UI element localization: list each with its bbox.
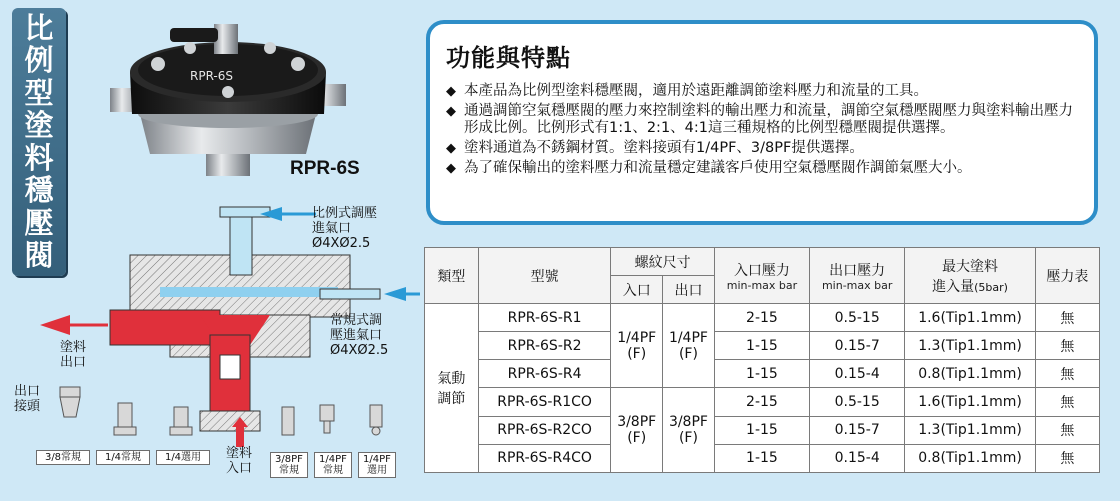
in-pressure-cell: 2-15 <box>714 304 809 332</box>
flow-cell: 1.6(Tip1.1mm) <box>905 388 1035 416</box>
title-char: 比 <box>24 10 54 45</box>
thread-in-cell: 1/4PF (F) <box>611 304 663 388</box>
header-out-pressure: 出口壓力 min-max bar <box>810 248 905 304</box>
in-pressure-cell: 1-15 <box>714 444 809 472</box>
out-pressure-cell: 0.15-7 <box>810 416 905 444</box>
thread-in-cell: 3/8PF (F) <box>611 388 663 473</box>
spec-table <box>424 247 1100 473</box>
thread-out-cell: 3/8PF (F) <box>663 388 715 473</box>
model-cell: RPR-6S-R4CO <box>478 444 611 472</box>
flow-cell: 1.3(Tip1.1mm) <box>905 332 1035 360</box>
features-title: 功能與特點 <box>446 44 571 72</box>
out-pressure-cell: 0.15-4 <box>810 444 905 472</box>
gauge-cell: 無 <box>1035 332 1099 360</box>
header-type: 類型 <box>425 248 479 304</box>
flow-cell: 1.6(Tip1.1mm) <box>905 304 1035 332</box>
gauge-cell: 無 <box>1035 416 1099 444</box>
in-pressure-cell: 2-15 <box>714 388 809 416</box>
header-model: 型號 <box>478 248 611 304</box>
fitting-label: 1/4選用 <box>156 450 210 465</box>
title-char: 塗 <box>24 108 54 143</box>
header-in-pressure: 入口壓力 min-max bar <box>714 248 809 304</box>
in-pressure-cell: 1-15 <box>714 416 809 444</box>
fitting-label: 3/8常規 <box>36 450 90 465</box>
type-cell: 氣動 調節 <box>425 304 479 473</box>
feature-item: ◆ 本產品為比例型塗料穩壓閥，適用於遠距離調節塗料壓力和流量的工具。 <box>446 83 1078 100</box>
header-max-inflow: 最大塗料 進入量(5bar) <box>905 248 1035 304</box>
gauge-cell: 無 <box>1035 444 1099 472</box>
in-pressure-cell: 1-15 <box>714 332 809 360</box>
model-cell: RPR-6S-R2 <box>478 332 611 360</box>
outlet-fitting-label: 出口 接頭 <box>14 384 41 414</box>
features-list <box>446 83 1078 177</box>
model-cell: RPR-6S-R1 <box>478 304 611 332</box>
feature-item: ◆ 塗料通道為不銹鋼材質。塗料接頭有1/4PF、3/8PF提供選擇。 <box>446 140 1078 157</box>
header-thread-out: 出口 <box>663 276 715 304</box>
flow-cell: 0.8(Tip1.1mm) <box>905 360 1035 388</box>
in-pressure-cell: 1-15 <box>714 360 809 388</box>
paint-inlet-label: 塗料 入口 <box>226 446 253 476</box>
thread-out-cell: 1/4PF (F) <box>663 304 715 388</box>
inlet-fitting-label: 1/4PF 選用 <box>358 452 396 478</box>
out-pressure-cell: 0.15-4 <box>810 360 905 388</box>
paint-outlet-label: 塗料 出口 <box>60 340 87 370</box>
header-thread-in: 入口 <box>611 276 663 304</box>
title-char: 閥 <box>24 238 54 273</box>
model-cell: RPR-6S-R2CO <box>478 416 611 444</box>
features-box <box>426 20 1098 225</box>
inlet-fitting-label: 3/8PF 常規 <box>270 452 308 478</box>
title-char: 壓 <box>24 205 54 240</box>
model-cell: RPR-6S-R1CO <box>478 388 611 416</box>
out-pressure-cell: 0.5-15 <box>810 388 905 416</box>
model-label: RPR-6S <box>290 158 360 179</box>
feature-item: ◆ 為了確保輸出的塗料壓力和流量穩定建議客戶使用空氣穩壓閥作調節氣壓大小。 <box>446 160 1078 177</box>
flow-cell: 1.3(Tip1.1mm) <box>905 416 1035 444</box>
out-pressure-cell: 0.15-7 <box>810 332 905 360</box>
inlet-fitting-label: 1/4PF 常規 <box>314 452 352 478</box>
title-char: 型 <box>24 75 54 110</box>
title-char: 料 <box>24 140 54 175</box>
fitting-label: 1/4常規 <box>96 450 150 465</box>
title-char: 穩 <box>24 173 54 208</box>
proportional-inlet-label: 比例式調壓 進氣口 Ø4XØ2.5 <box>312 206 378 251</box>
gauge-cell: 無 <box>1035 304 1099 332</box>
model-cell: RPR-6S-R4 <box>478 360 611 388</box>
regular-inlet-label: 常規式調 壓進氣口 Ø4XØ2.5 <box>330 313 389 358</box>
title-char: 例 <box>24 43 54 78</box>
gauge-cell: 無 <box>1035 360 1099 388</box>
gauge-cell: 無 <box>1035 388 1099 416</box>
flow-cell: 0.8(Tip1.1mm) <box>905 444 1035 472</box>
feature-item: ◆ 通過調節空氣穩壓閥的壓力來控制塗料的輸出壓力和流量，調節空氣穩壓閥壓力與塗料輸出壓力形成比例。比例形式有1:1、2:1、4:1這三種規格的比例型穩壓閥提供選擇。 <box>446 103 1078 137</box>
engraving-text: RPR-6S <box>190 69 234 83</box>
out-pressure-cell: 0.5-15 <box>810 304 905 332</box>
header-gauge: 壓力表 <box>1035 248 1099 304</box>
header-thread: 螺紋尺寸 <box>611 248 715 276</box>
